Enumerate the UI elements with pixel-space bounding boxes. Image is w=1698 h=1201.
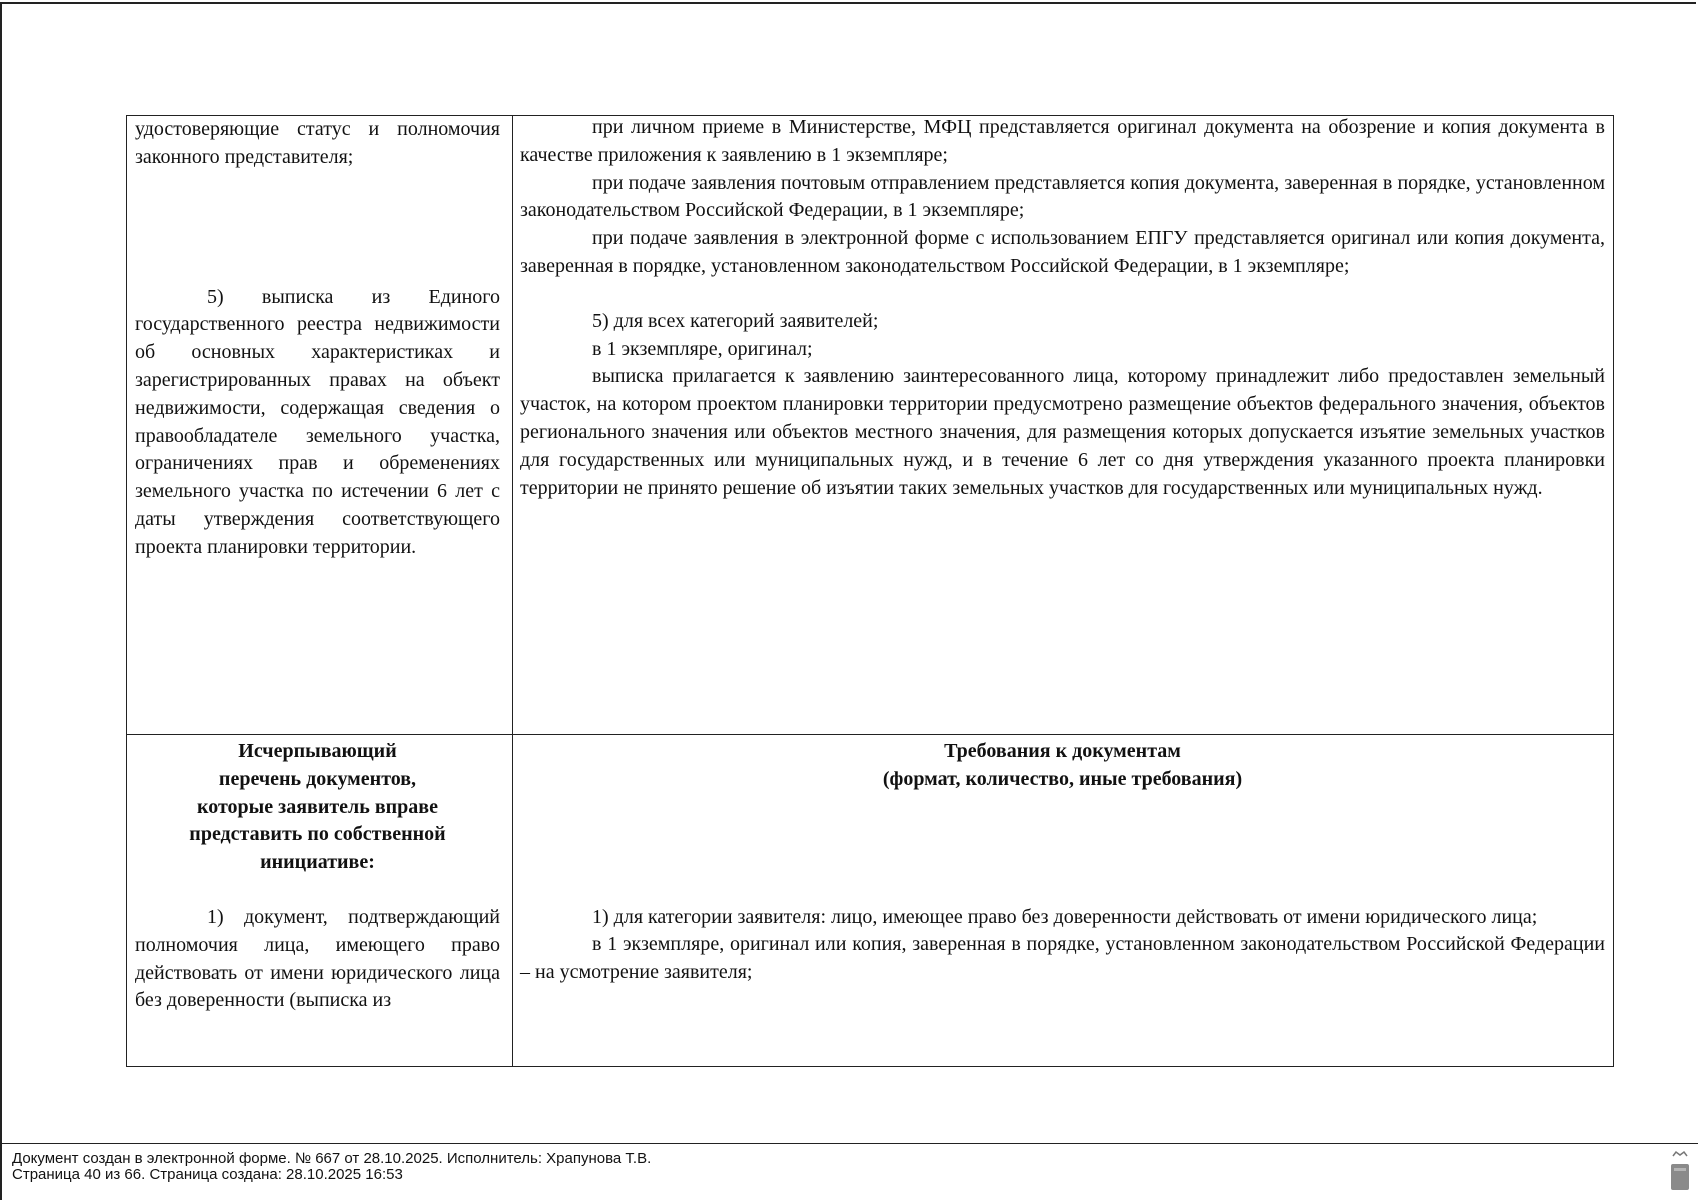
row2-right-heading-line: Требования к документам (944, 740, 1181, 762)
row2-left-heading-line: инициативе: (260, 851, 375, 874)
row1-right-para: при личном приеме в Министерстве, МФЦ представляется оригинал документа на обозрение и копия документа в качестве приложения к заявлению в 1 экземпляре; (520, 116, 1605, 166)
table-row-divider (127, 734, 1613, 735)
row1-right-para: при подаче заявления почтовым отправлением представляется копия документа, заверенная в порядке, установленном законодательством Российской Федерации, в 1 экземпляре; (520, 171, 1605, 222)
row1-right-cell (520, 114, 1605, 502)
row2-right-para: в 1 экземпляре, оригинал или копия, заверенная в порядке, установленном законодательством Российской Федерации – на усмотрение заявителя; (520, 933, 1605, 984)
row1-left-text-b: 5) выписка из Единого государственного реестра недвижимости об основных характеристиках и зарегистрированных правах на объект недвижимости, содержащая сведения о правообладателе земельного участка, ограничениях прав и обременениях земельного участка по истечении 6 лет с даты утверждения соответствующего проекта планировки территории. (135, 285, 500, 558)
row2-left-item: 1) документ, подтверждающий полномочия лица, имеющего право действовать от имени юридического лица без доверенности (выписка из (135, 905, 500, 1012)
row2-right-cell (520, 738, 1605, 987)
table-column-divider (512, 116, 513, 1066)
footer-line-2: Страница 40 из 66. Страница создана: 28.10.2025 16:53 (12, 1166, 403, 1183)
row2-left-heading-line: представить по собственной (189, 823, 446, 846)
row1-right-para: выписка прилагается к заявлению заинтересованного лица, которому принадлежит либо предоставлен земельный участок, на котором проектом планировки территории предусмотрено размещение объектов федерального значения, объектов регионального значения или объектов местного значения, для размещения которых допускается изъятие земельных участков для государственных или муниципальных нужд, и в течение 6 лет со дня утверждения указанного проекта планировки территории не принято решение об изъятии таких земельных участков для государственных или муниципальных нужд. (520, 365, 1605, 499)
row2-left-cell (135, 738, 500, 1015)
row2-left-heading-line: которые заявитель вправе (197, 795, 438, 818)
row2-left-heading-line: перечень документов, (218, 767, 417, 790)
row1-left-cell (135, 116, 500, 562)
row1-left-text-a: удостоверяющие статус и полномочия законного представителя; (135, 118, 500, 168)
requirements-table (126, 115, 1614, 1067)
row1-right-para: в 1 экземпляре, оригинал; (592, 337, 813, 360)
row2-right-heading-line: (формат, количество, иные требования) (882, 767, 1243, 790)
row1-right-para: 5) для всех категорий заявителей; (592, 309, 879, 332)
footer-line-1: Документ создан в электронной форме. № 667 от 28.10.2025. Исполнитель: Храпунова Т.В. (12, 1150, 652, 1167)
row2-right-para: 1) для категории заявителя: лицо, имеющее право без доверенности действовать от имени юридического лица; (592, 905, 1538, 928)
document-stamp-icon (1670, 1150, 1690, 1192)
row2-left-heading-line: Исчерпывающий (238, 740, 397, 762)
row1-right-para: при подаче заявления в электронной форме с использованием ЕПГУ представляется оригинал или копия документа, заверенная в порядке, установленном законодательством Российской Федерации, в 1 экземпляре; (520, 227, 1605, 277)
document-footer (0, 1143, 1698, 1201)
